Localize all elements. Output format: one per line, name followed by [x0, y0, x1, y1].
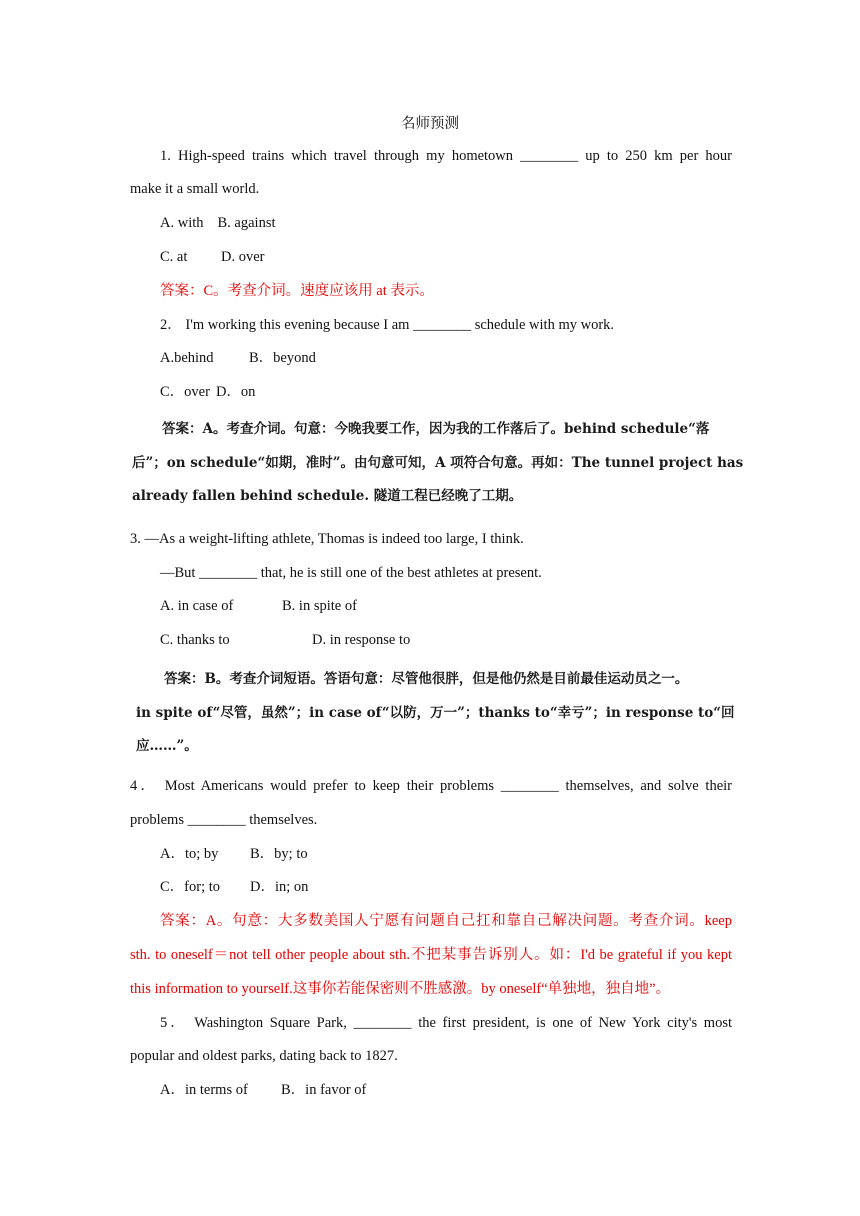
- q5-option-b: B．in favor of: [281, 1082, 367, 1098]
- q4-answer-line2: sth. to oneself＝not tell other people about sth.不把某事告诉别人。如：I'd be grateful if you kept: [130, 947, 732, 963]
- q3-stem-line1: 3. —As a weight-lifting athlete, Thomas is indeed too large, I think.: [130, 531, 524, 547]
- q1-options-ab: [160, 213, 732, 233]
- q3-answer-line3: 应……”。: [136, 738, 198, 754]
- q2-answer-line3: already fallen behind schedule. 隧道工程已经晚了工期。: [132, 488, 523, 504]
- q1-option-d: D. over: [221, 249, 265, 265]
- q3-option-a: A. in case of: [160, 598, 234, 614]
- q3-option-b: B. in spite of: [282, 598, 357, 614]
- page-title: 名师预测: [401, 116, 459, 132]
- q2-stem: 2． I'm working this evening because I am ________ schedule with my work.: [160, 317, 615, 333]
- q2-answer-line2: 后”；on schedule“如期，准时”。由句意可知，A 项符合句意。再如：The tunnel project has: [132, 455, 744, 471]
- q2-answer-line1: 答案：A。考查介词。句意：今晚我要工作，因为我的工作落后了。behind schedule“落: [162, 421, 710, 437]
- q4-options-cd: [160, 877, 732, 897]
- q4-option-c: C．for; to: [160, 879, 221, 895]
- q2-option-d: D．on: [215, 384, 256, 400]
- q5-stem-line2: popular and oldest parks, dating back to 1827.: [130, 1048, 398, 1064]
- q4-option-b: B．by; to: [250, 846, 308, 862]
- q3-stem-line2: —But ________ that, he is still one of the best athletes at present.: [160, 565, 542, 581]
- q2-options-ab: [160, 348, 732, 368]
- q1-option-b: B. against: [217, 215, 276, 231]
- q1-option-a: A. with: [160, 215, 204, 231]
- q3-options-cd: [160, 630, 732, 650]
- q3-options-ab: [160, 596, 732, 616]
- q5-options-ab: [160, 1080, 732, 1100]
- q5-option-a: A．in terms of: [160, 1082, 248, 1098]
- q1-answer: 答案：C。考查介词。速度应该用 at 表示。: [160, 283, 434, 299]
- q2-options-cd: [160, 382, 732, 402]
- q3-option-d: D. in response to: [312, 632, 411, 648]
- q1-option-c: C. at: [160, 249, 188, 265]
- q3-option-c: C. thanks to: [160, 632, 230, 648]
- q2-option-a: A.behind: [160, 350, 214, 366]
- q4-option-d: D．in; on: [250, 879, 309, 895]
- q1-options-cd: [160, 247, 732, 267]
- q2-option-c: C．over: [160, 384, 210, 400]
- q3-answer-line2: in spite of“尽管，虽然”；in case of“以防，万一”；thanks to“幸亏”；in response to“回: [136, 705, 735, 721]
- q4-answer-line3: this information to yourself.这事你若能保密则不胜感激。by oneself“单独地，独自地”。: [130, 981, 671, 997]
- q4-options-ab: [160, 844, 732, 864]
- q4-stem-line2: problems ________ themselves.: [130, 812, 318, 828]
- q1-stem-line1: 1. High-speed trains which travel through my hometown ________ up to 250 km per hour: [160, 148, 732, 164]
- q1-stem-line2: make it a small world.: [130, 181, 260, 197]
- q5-stem-line1: 5． Washington Square Park, ________ the first president, is one of New York city's most: [160, 1015, 732, 1031]
- q4-stem-line1: 4． Most Americans would prefer to keep their problems ________ themselves, and solve their: [130, 778, 732, 794]
- q2-option-b: B．beyond: [249, 350, 316, 366]
- q4-option-a: A．to; by: [160, 846, 219, 862]
- q3-answer-line1: 答案：B。考查介词短语。答语句意：尽管他很胖，但是他仍然是目前最佳运动员之一。: [164, 671, 689, 687]
- q4-answer-line1: 答案：A。句意：大多数美国人宁愿有问题自己扛和靠自己解决问题。考查介词。keep: [160, 913, 732, 929]
